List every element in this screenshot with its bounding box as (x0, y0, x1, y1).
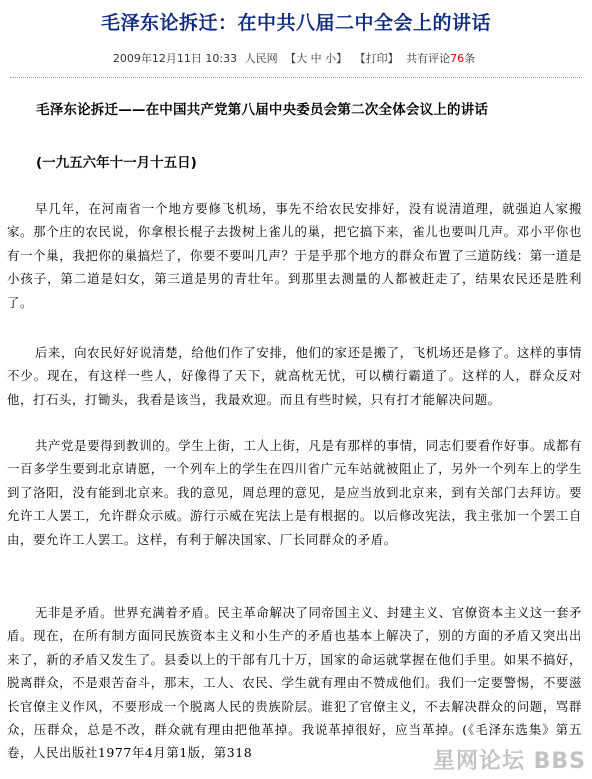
comments-prefix: 共有评论 (406, 52, 451, 65)
source-name: 人民网 (244, 52, 278, 65)
publish-datetime: 2009年12月11日 10:33 (112, 52, 238, 65)
paragraph-4: 无非是矛盾。世界充满着矛盾。民主革命解决了同帝国主义、封建主义、官僚资本主义这一套矛盾。现在，在所有制方面同民族资本主义和小生产的矛盾也基本上解决了，别的方面的矛盾又突出出来了，新的矛盾又发生了。县委以上的干部有几十万，国家的命运就掌握在他们手里。如果不搞好，脱离群众，不是艰苦奋斗，那末，工人、农民、学生就有理由不赞成他们。我们一定要警惕，不要滋长官僚主义作风，不要形成一个脱离人民的贵族阶层。谁犯了官僚主义，不去解决群众的问题，骂群众，压群众，总是不改，群众就有理由把他革掉。我说革掉很好，应当革掉。(《毛泽东选集》第五卷，人民出版社1977年4月第1版，第318 (7, 605, 582, 761)
comments-count: 76 (450, 52, 465, 65)
article-meta (0, 50, 592, 66)
paragraph-1: 早几年，在河南省一个地方要修飞机场，事先不给农民安排好，没有说清道理，就强迫人家搬家。那个庄的农民说，你拿根长棍子去拨树上雀儿的巢，把它搞下来，雀儿也要叫几声。邓小平你也有一个巢，我把你的巢搞烂了，你要不要叫几声？于是乎那个地方的群众布置了三道防线：第一道是小孩子，第二道是妇女，第三道是男的青壮年。到那里去测量的人都被赶走了，结果农民还是胜利了。 (7, 201, 582, 310)
speech-date: (一九五六年十一月十五日) (36, 155, 197, 171)
print-link[interactable]: 【打印】 (354, 52, 399, 65)
paragraph-3: 共产党是要得到教训的。学生上街，工人上街，凡是有那样的事情，同志们要看作好事。成都有一百多学生要到北京请愿，一个列车上的学生在四川省广元车站就被阻止了，另外一个列车上的学生到了洛阳，没有能到北京来。我的意见，周总理的意见，是应当放到北京来，到有关部门去拜访。要允许工人罢工，允许群众示威。游行示威在宪法上是有根据的。以后修改宪法，我主张加一个罢工自由，要允许工人罢工。这样，有利于解决国家、厂长同群众的矛盾。 (7, 438, 582, 547)
forum-watermark: 星网论坛 BBS (432, 749, 586, 774)
article-subtitle: 毛泽东论拆迁——在中国共产党第八届中央委员会第二次全体会议上的讲话 (36, 102, 489, 118)
comments-link[interactable] (406, 52, 475, 65)
divider (10, 77, 582, 78)
comments-suffix: 条 (464, 52, 476, 65)
paragraph-2: 后来，向农民好好说清楚，给他们作了安排，他们的家还是搬了，飞机场还是修了。这样的事情不少。现在，有这样一些人，好像得了天下，就高枕无忧，可以横行霸道了。这样的人，群众反对他，打石头，打锄头，我看是该当，我最欢迎。而且有些时候，只有打才能解决问题。 (7, 345, 582, 407)
font-size-controls[interactable]: 【大 中 小】 (285, 52, 348, 65)
article-title: 毛泽东论拆迁：在中共八届二中全会上的讲话 (100, 12, 491, 34)
